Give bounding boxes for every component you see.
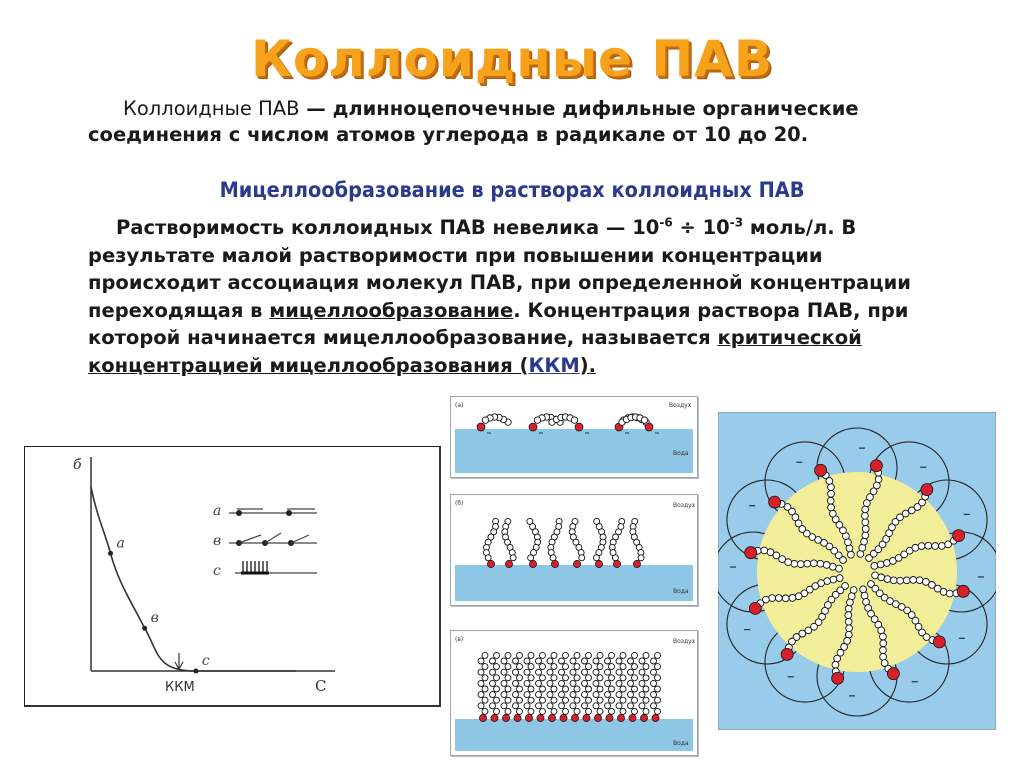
water-layer <box>455 429 693 473</box>
adsorption-panel-c <box>450 630 698 756</box>
slide-title: Коллоидные ПАВ <box>251 30 773 88</box>
panel-letter-a: (а) <box>455 402 464 409</box>
term-micelle-formation: мицеллообразование <box>269 298 514 322</box>
ccm-marker-label: ККМ <box>165 680 195 695</box>
surface-tension-curve <box>91 487 296 671</box>
term-kkm-abbrev: ККМ <box>528 353 580 377</box>
body-text-3: моль/л. В результате малой растворимости при повышении концентрации происходит ассоциация молекул ПАВ, при определенной концентрации переходящая в <box>88 216 911 322</box>
legend-glyph-c <box>235 561 317 573</box>
intro-lead: Коллоидные ПАВ <box>123 97 300 120</box>
panel-letter-c: (в) <box>455 636 464 643</box>
body-paragraph <box>88 214 948 379</box>
panel-letter-b: (б) <box>455 500 464 507</box>
x-axis-label: С <box>315 677 327 695</box>
curve-point-label-с: с <box>201 653 210 669</box>
panel-a-svg <box>451 397 697 477</box>
legend-label-b: в <box>213 533 222 549</box>
air-label-c: Воздух <box>673 638 696 645</box>
curve-point-label-в: в <box>150 610 159 627</box>
water-label-a: Вода <box>673 450 689 457</box>
legend-glyph-b <box>229 533 317 546</box>
panel-b-svg <box>451 495 697 605</box>
legend-label-c: с <box>213 563 221 579</box>
water-label-c: Вода <box>673 740 689 747</box>
water-label-b: Вода <box>673 588 689 595</box>
legend-label-a: а <box>213 503 222 519</box>
body-text-4: . Концентрация раствора ПАВ, при которой начинается мицеллообразование, называется <box>88 298 909 349</box>
micelle-svg <box>718 412 996 730</box>
adsorption-panel-b <box>450 494 698 606</box>
exponent-2: -3 <box>729 215 744 230</box>
air-label-a: Воздух <box>669 402 692 409</box>
micelle-illustration <box>718 412 996 730</box>
adsorption-panel-a <box>450 396 698 478</box>
curve-point-в <box>142 626 147 631</box>
surface-tension-chart <box>24 446 441 707</box>
curve-point-label-а: а <box>116 535 125 552</box>
curve-point-с <box>193 669 198 674</box>
chart-svg <box>25 447 439 705</box>
intro-paragraph <box>88 96 948 148</box>
micelle-core <box>757 472 957 672</box>
section-subtitle: Мицеллообразование в растворах коллоидных ПАВ <box>219 178 805 202</box>
body-text-2: ÷ 10 <box>672 216 730 239</box>
term-ccm: критической концентрацией мицеллообразования ( <box>88 326 862 377</box>
intro-rest: — длинноцепочечные дифильные органические соединения с числом атомов углерода в радикале от 10 до 20. <box>88 97 859 146</box>
y-axis-label: б <box>73 457 82 473</box>
air-label-b: Воздух <box>673 502 696 509</box>
curve-point-а <box>108 551 113 556</box>
legend-glyph-a <box>229 509 317 516</box>
term-close: ). <box>579 353 597 377</box>
panel-c-svg <box>451 631 697 755</box>
body-text-1: Растворимость коллоидных ПАВ невелика — 10 <box>116 216 660 239</box>
exponent-1: -6 <box>659 215 673 230</box>
water-layer <box>455 719 693 751</box>
water-layer <box>455 565 693 601</box>
